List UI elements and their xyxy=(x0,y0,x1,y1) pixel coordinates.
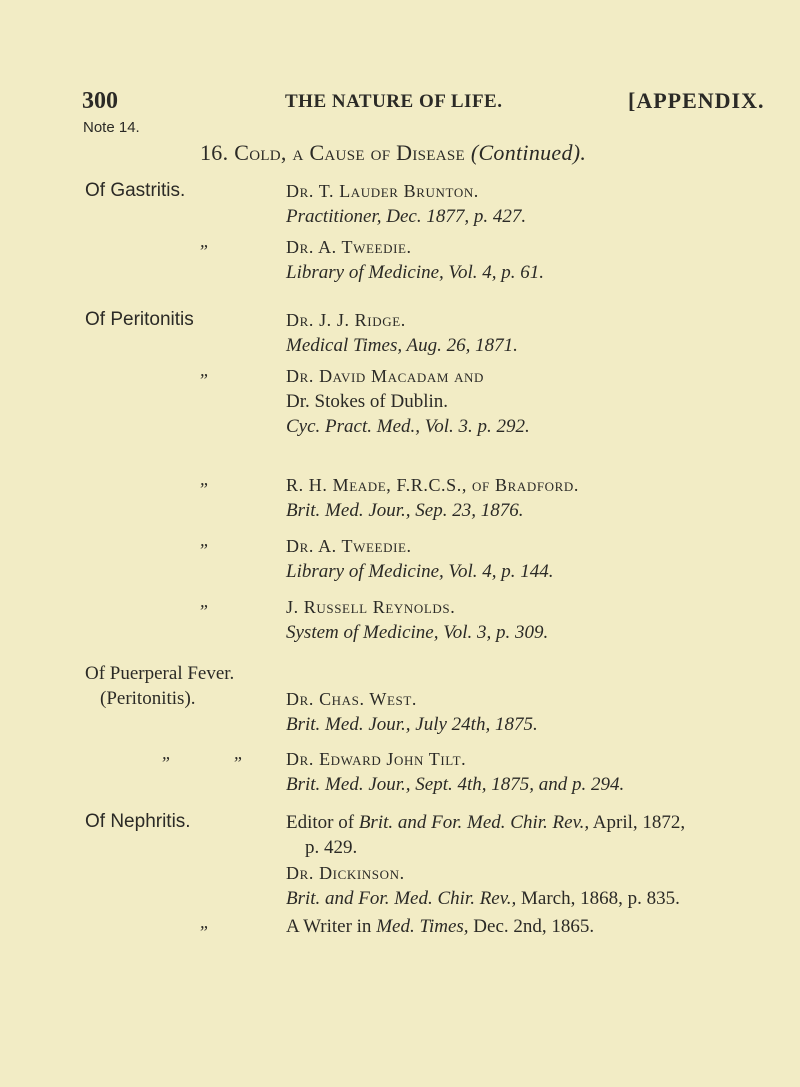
entry-dickinson-ref xyxy=(286,888,680,910)
appendix-heading: [APPENDIX. xyxy=(628,88,765,113)
entry-writer-prefix: A Writer in xyxy=(286,916,377,937)
entry-tweedie2-name: Dr. A. Tweedie. xyxy=(286,536,412,556)
entry-tilt-ref: Brit. Med. Jour., Sept. 4th, 1875, and p. 294. xyxy=(286,774,625,795)
section-continued: (Continued). xyxy=(470,140,587,165)
label-puerperal-fever: Of Puerperal Fever. xyxy=(85,663,235,684)
entry-editor-date: April, 1872, xyxy=(589,812,686,833)
ditto-mark: ” xyxy=(198,479,209,499)
entry-tweedie1-name: Dr. A. Tweedie. xyxy=(286,237,412,257)
label-puerperal-peritonitis: (Peritonitis). xyxy=(100,688,196,709)
section-number: 16. xyxy=(200,140,229,165)
section-title xyxy=(200,140,586,166)
entry-editor-prefix: Editor of xyxy=(286,812,359,833)
entry-dickinson-journal: Brit. and For. Med. Chir. Rev., xyxy=(286,888,517,909)
entry-meade-ref: Brit. Med. Jour., Sep. 23, 1876. xyxy=(286,500,524,521)
entry-west-ref: Brit. Med. Jour., July 24th, 1875. xyxy=(286,714,538,735)
entry-west-name: Dr. Chas. West. xyxy=(286,689,417,709)
entry-tweedie1-ref: Library of Medicine, Vol. 4, p. 61. xyxy=(286,262,545,283)
entry-macadam-ref: Cyc. Pract. Med., Vol. 3. p. 292. xyxy=(286,416,530,437)
entry-ridge-ref: Medical Times, Aug. 26, 1871. xyxy=(286,335,518,356)
label-nephritis: Of Nephritis. xyxy=(85,811,191,832)
entry-stokes-name: Dr. Stokes of Dublin. xyxy=(286,391,449,412)
entry-reynolds-name: J. Russell Reynolds. xyxy=(286,597,456,617)
entry-tilt-name: Dr. Edward John Tilt. xyxy=(286,749,467,769)
entry-writer-date: Dec. 2nd, 1865. xyxy=(468,916,595,937)
running-title: THE NATURE OF LIFE. xyxy=(285,91,503,112)
entry-meade-name: R. H. Meade, F.R.C.S., of Bradford. xyxy=(286,475,580,495)
ditto-mark: ” xyxy=(198,370,209,390)
ditto-mark: ” xyxy=(198,540,209,560)
ditto-mark: ” xyxy=(198,241,209,261)
entry-dickinson-date: March, 1868, p. 835. xyxy=(516,888,680,909)
entry-reynolds-ref: System of Medicine, Vol. 3, p. 309. xyxy=(286,622,549,643)
entry-brunton-name: Dr. T. Lauder Brunton. xyxy=(286,181,479,201)
label-gastritis: Of Gastritis. xyxy=(85,180,186,201)
note-label: Note 14. xyxy=(83,119,140,136)
label-peritonitis: Of Peritonitis xyxy=(85,309,194,330)
entry-editor-journal: Brit. and For. Med. Chir. Rev., xyxy=(358,812,590,833)
ditto-mark: ” xyxy=(198,922,209,942)
entry-writer xyxy=(286,916,594,938)
entry-writer-journal: Med. Times, xyxy=(376,916,469,937)
ditto-mark: ” xyxy=(232,753,243,773)
ditto-mark: ” xyxy=(198,601,209,621)
entry-macadam-name: Dr. David Macadam and xyxy=(286,366,485,386)
page-number: 300 xyxy=(82,88,118,114)
section-text: Cold, a Cause of Disease xyxy=(234,140,465,165)
entry-editor-page: p. 429. xyxy=(305,837,358,858)
entry-tweedie2-ref: Library of Medicine, Vol. 4, p. 144. xyxy=(286,561,554,582)
entry-dickinson-name: Dr. Dickinson. xyxy=(286,863,405,883)
entry-ridge-name: Dr. J. J. Ridge. xyxy=(286,310,406,330)
entry-brunton-ref: Practitioner, Dec. 1877, p. 427. xyxy=(286,206,527,227)
ditto-mark: ” xyxy=(160,753,171,773)
entry-editor xyxy=(286,812,685,834)
